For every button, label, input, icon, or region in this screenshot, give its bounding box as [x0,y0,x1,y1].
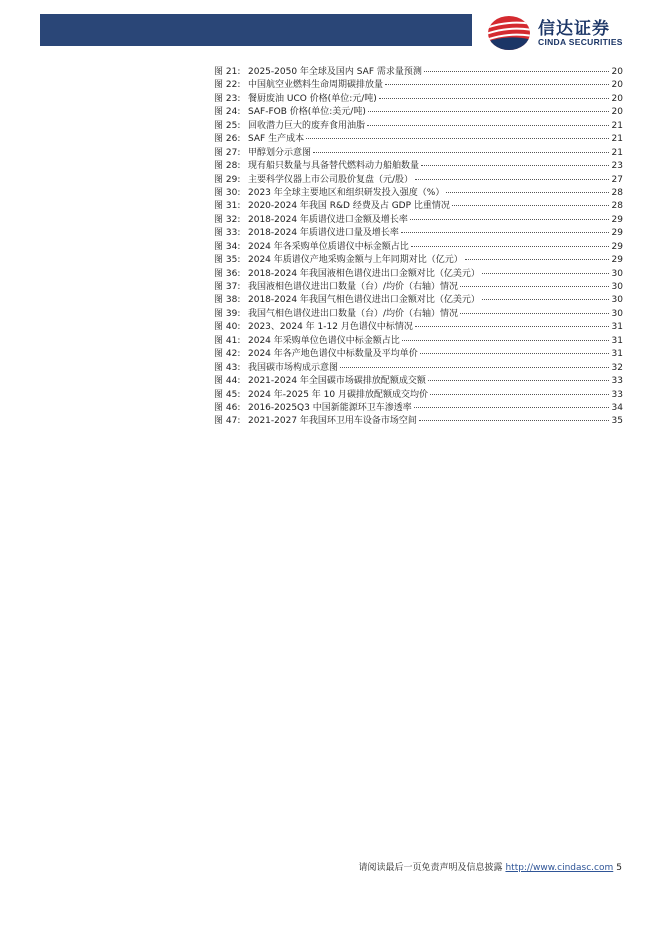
toc-entry[interactable] [214,66,623,79]
dot-leader [482,299,609,300]
figure-page-number: 20 [611,107,623,118]
figure-number: 图 35: [214,255,241,266]
figure-title[interactable]: 我国碳市场构成示意图 [248,362,339,373]
figure-page-number: 32 [611,362,623,373]
figure-title[interactable]: 2024 年-2025 年 10 月碳排放配额成交均价 [248,389,428,400]
dot-leader [367,125,609,126]
toc-entry[interactable] [214,147,623,160]
figure-number: 图 45: [214,389,241,400]
dot-leader [460,286,609,287]
dot-leader [424,71,609,72]
figure-number: 图 21: [214,67,241,77]
toc-entry[interactable] [214,200,623,213]
figure-number: 图 42: [214,349,241,360]
dot-leader [420,353,609,354]
page-number: 5 [616,863,622,873]
figure-number: 图 38: [214,295,241,306]
dot-leader [415,326,609,327]
figure-title[interactable]: 2024 年各采购单位质谱仪中标金额占比 [248,241,409,252]
logo-chinese-name: 信达证券 [538,19,610,39]
figure-page-number: 30 [611,308,623,319]
figure-page-number: 28 [611,201,623,212]
dot-leader [385,84,609,85]
figure-number: 图 39: [214,308,241,319]
dot-leader [460,313,609,314]
figure-number: 图 29: [214,174,241,185]
dot-leader [415,179,609,180]
figure-title[interactable]: 2023 年全球主要地区和组织研发投入强度（%） [248,187,445,198]
figure-page-number: 29 [611,255,623,266]
dot-leader [414,407,609,408]
figure-title[interactable]: SAF-FOB 价格(单位:美元/吨) [248,107,366,118]
figure-number: 图 46: [214,402,241,413]
dot-leader [313,152,609,153]
dot-leader [421,165,609,166]
dot-leader [430,394,609,395]
figure-number: 图 37: [214,282,241,292]
figure-title[interactable]: 我国液相色谱仪进出口数量（台）/均价（右轴）情况 [248,282,459,292]
figure-number: 图 30: [214,187,241,198]
dot-leader [428,380,609,381]
toc-entry[interactable] [214,375,623,388]
dot-leader [482,273,609,274]
dot-leader [411,246,609,247]
figure-title[interactable]: 2018-2024 年我国液相色谱仪进出口金额对比（亿美元） [248,268,480,279]
figure-title[interactable]: 我国气相色谱仪进出口数量（台）/均价（右轴）情况 [248,308,459,319]
figure-list [214,66,623,429]
figure-number: 图 28: [214,161,241,172]
figure-number: 图 24: [214,107,241,118]
cinda-globe-icon [486,14,532,52]
figure-page-number: 31 [611,349,623,360]
toc-entry[interactable] [214,415,623,428]
figure-title[interactable]: 2024 年各产地色谱仪中标数量及平均单价 [248,349,418,360]
toc-entry[interactable] [214,362,623,375]
figure-title[interactable]: 中国航空业燃料生命周期碳排放量 [248,80,384,91]
toc-entry[interactable] [214,227,623,240]
toc-entry[interactable] [214,348,623,361]
figure-number: 图 33: [214,228,241,239]
toc-entry[interactable] [214,187,623,200]
toc-entry[interactable] [214,335,623,348]
figure-number: 图 22: [214,80,241,91]
toc-entry[interactable] [214,160,623,173]
toc-entry[interactable] [214,294,623,307]
figure-page-number: 31 [611,322,623,333]
dot-leader [368,111,609,112]
figure-page-number: 30 [611,282,623,292]
figure-number: 图 32: [214,214,241,225]
figure-page-number: 33 [611,389,623,400]
toc-entry[interactable] [214,402,623,415]
figure-page-number: 29 [611,228,623,239]
figure-title[interactable]: 2020-2024 年我国 R&D 经费及占 GDP 比重情况 [248,201,450,212]
figure-page-number: 23 [611,161,623,172]
figure-title[interactable]: 2018-2024 年质谱仪进口金额及增长率 [248,214,408,225]
dot-leader [446,192,609,193]
logo-english-name: CINDA SECURITIES [538,37,623,47]
toc-entry[interactable] [214,106,623,119]
figure-title[interactable]: 2024 年采购单位色谱仪中标金额占比 [248,335,400,346]
footer-website-link[interactable]: http://www.cindasc.com [505,863,614,873]
figure-page-number: 33 [611,376,623,387]
figure-title[interactable]: 2018-2024 年质谱仪进口量及增长率 [248,228,399,239]
figure-page-number: 29 [611,241,623,252]
figure-page-number: 21 [611,120,623,131]
page-footer [358,860,622,873]
toc-entry[interactable] [214,254,623,267]
figure-title[interactable]: 回收潜力巨大的废弃食用油脂 [248,120,366,131]
figure-page-number: 21 [611,134,623,145]
figure-page-number: 21 [611,147,623,158]
figure-title[interactable]: 2021-2024 年全国碳市场碳排放配额成交额 [248,376,426,387]
dot-leader [379,98,609,99]
toc-entry[interactable] [214,241,623,254]
figure-page-number: 20 [611,93,623,104]
figure-title[interactable]: 甲醇划分示意图 [248,147,312,158]
toc-entry[interactable] [214,389,623,402]
toc-entry[interactable] [214,281,623,294]
figure-page-number: 34 [611,402,623,413]
figure-number: 图 41: [214,335,241,346]
dot-leader [410,219,609,220]
figure-title[interactable]: 2023、2024 年 1-12 月色谱仪中标情况 [248,322,413,333]
toc-entry[interactable] [214,79,623,92]
toc-entry[interactable] [214,268,623,281]
toc-entry[interactable] [214,308,623,321]
figure-title[interactable]: 现有船只数量与具备替代燃料动力船舶数量 [248,161,420,172]
figure-title[interactable]: 2024 年质谱仪产地采购金额与上年同期对比（亿元） [248,255,463,266]
figure-number: 图 26: [214,134,241,145]
figure-page-number: 30 [611,268,623,279]
figure-number: 图 36: [214,268,241,279]
figure-page-number: 27 [611,174,623,185]
figure-title[interactable]: 2016-2025Q3 中国新能源环卫车渗透率 [248,402,412,413]
toc-entry[interactable] [214,133,623,146]
toc-entry[interactable] [214,321,623,334]
footer-disclaimer: 请阅读最后一页免责声明及信息披露 [358,863,503,873]
figure-page-number: 28 [611,187,623,198]
figure-title[interactable]: 主要科学仪器上市公司股价复盘（元/股） [248,174,414,185]
figure-title[interactable]: 2025-2050 年全球及国内 SAF 需求量预测 [248,67,422,77]
figure-title[interactable]: SAF 生产成本 [248,134,305,145]
toc-entry[interactable] [214,120,623,133]
figure-number: 图 44: [214,376,241,387]
header-bar [40,14,472,46]
toc-entry[interactable] [214,93,623,106]
figure-number: 图 25: [214,120,241,131]
figure-page-number: 30 [611,295,623,306]
figure-title[interactable]: 餐厨废油 UCO 价格(单位:元/吨) [248,93,377,104]
figure-number: 图 34: [214,241,241,252]
figure-page-number: 35 [611,416,623,427]
figure-page-number: 31 [611,335,623,346]
dot-leader [402,340,609,341]
figure-number: 图 43: [214,362,241,373]
toc-entry[interactable] [214,214,623,227]
cinda-logo [486,12,646,52]
toc-entry[interactable] [214,174,623,187]
figure-page-number: 29 [611,214,623,225]
figure-number: 图 47: [214,416,241,427]
dot-leader [306,138,609,139]
figure-number: 图 40: [214,322,241,333]
figure-title[interactable]: 2018-2024 年我国气相色谱仪进出口金额对比（亿美元） [248,295,480,306]
figure-number: 图 23: [214,93,241,104]
dot-leader [401,232,609,233]
dot-leader [340,367,609,368]
figure-page-number: 20 [611,80,623,91]
dot-leader [452,205,609,206]
figure-title[interactable]: 2021-2027 年我国环卫用车设备市场空间 [248,416,417,427]
figure-number: 图 31: [214,201,241,212]
figure-number: 图 27: [214,147,241,158]
figure-page-number: 20 [611,67,623,77]
dot-leader [419,420,609,421]
dot-leader [465,259,609,260]
